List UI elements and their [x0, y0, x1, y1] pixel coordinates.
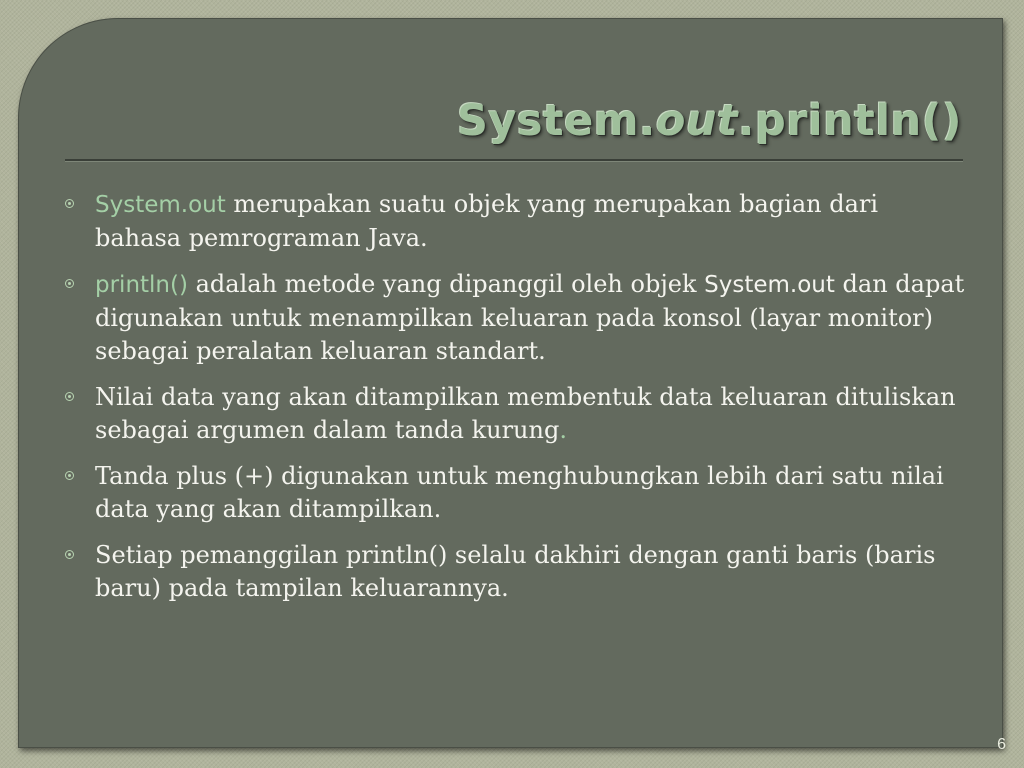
title-divider: [65, 159, 963, 162]
bullet-item-println: [60, 268, 965, 368]
circle-dot-bullet-icon: [65, 279, 74, 288]
circle-dot-bullet-icon: [65, 392, 74, 401]
bullet-text: merupakan suatu objek yang merupakan bagian dari bahasa pemrograman Java.: [95, 190, 879, 252]
bullet-item-nilai-data: [60, 381, 965, 447]
inline-code-system-out: System.out: [704, 272, 835, 298]
bullet-text: adalah metode yang dipanggil oleh objek: [187, 270, 705, 298]
title-part-system: System.: [456, 96, 656, 146]
bullet-item-setiap-pemanggilan: [60, 539, 965, 605]
bullet-text: Tanda plus (+) digunakan untuk menghubungkan lebih dari satu nilai data yang akan ditampilkan.: [95, 462, 944, 523]
highlight-println: println(): [95, 272, 188, 298]
bullet-text-continued: dan dapat digunakan untuk menampilkan keluaran pada konsol (layar monitor) sebagai peralatan keluaran standart.: [95, 270, 965, 365]
bullet-trailing-period: .: [559, 416, 567, 444]
bullet-list: [60, 188, 965, 618]
title-part-println: .println(): [738, 96, 962, 146]
slide-title: [457, 96, 962, 146]
highlight-system-out: System.out: [95, 192, 226, 218]
circle-dot-bullet-icon: [65, 199, 74, 208]
slide-page-number: 6: [997, 736, 1006, 753]
bullet-text: Nilai data yang akan ditampilkan membentuk data keluaran dituliskan sebagai argumen dalam tanda kurung: [95, 383, 956, 444]
title-part-out: out: [655, 96, 739, 146]
circle-dot-bullet-icon: [65, 471, 74, 480]
circle-dot-bullet-icon: [65, 550, 74, 559]
bullet-text: Setiap pemanggilan println() selalu dakhiri dengan ganti baris (baris baru) pada tampilan keluarannya.: [95, 541, 936, 602]
bullet-item-tanda-plus: [60, 460, 965, 526]
bullet-item-system-out: [60, 188, 965, 255]
